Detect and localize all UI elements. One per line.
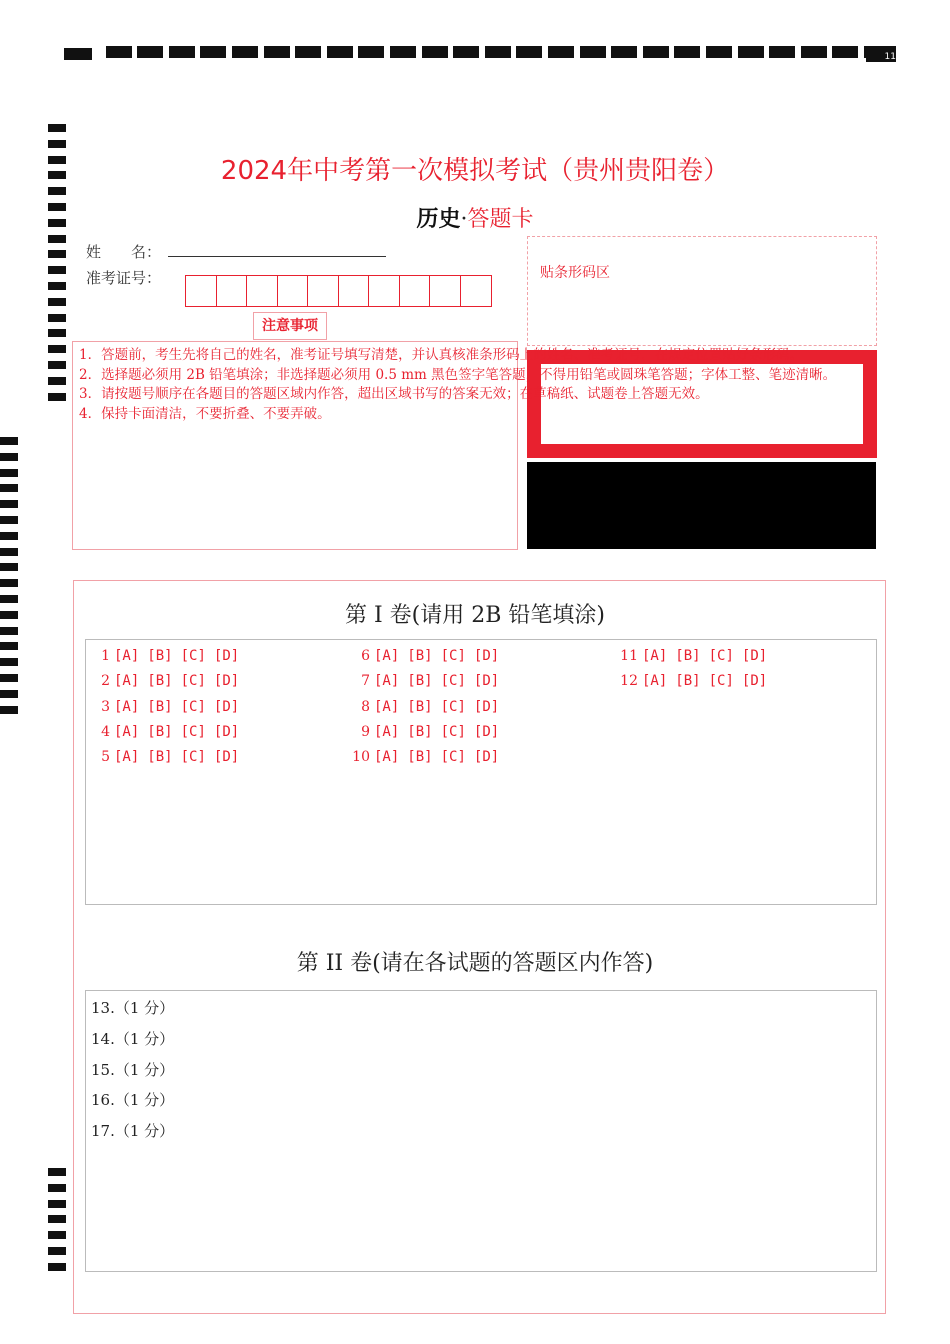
answer-bubble[interactable]: [B] — [407, 648, 433, 664]
answer-bubble[interactable]: [C] — [180, 723, 206, 740]
timing-mark — [48, 1231, 66, 1239]
essay-question-label: 15.（1 分） — [91, 1060, 175, 1079]
answer-bubble[interactable]: [C] — [708, 673, 734, 690]
exam-id-digit-box[interactable] — [247, 276, 278, 306]
timing-mark — [832, 46, 858, 58]
timing-mark — [232, 46, 258, 58]
card-label: 答题卡 — [467, 207, 534, 232]
answer-bubble[interactable]: [D] — [213, 673, 240, 690]
answer-bubble[interactable]: [C] — [440, 648, 466, 664]
timing-mark — [0, 484, 18, 492]
answer-bubble[interactable]: [B] — [147, 723, 173, 740]
section1-title: 第 I 卷(请用 2B 铅笔填涂) — [345, 603, 605, 628]
answer-bubble[interactable]: [C] — [180, 749, 206, 766]
timing-mark — [422, 46, 448, 58]
essay-answer-box[interactable] — [85, 990, 877, 1272]
question-number: 9 — [361, 723, 370, 740]
timing-mark — [48, 282, 66, 290]
timing-mark — [48, 1168, 66, 1176]
answer-bubble[interactable]: [A] — [374, 749, 400, 766]
choice-question-row — [92, 673, 247, 689]
answer-bubble[interactable]: [D] — [213, 723, 240, 740]
answer-bubble[interactable]: [A] — [114, 698, 140, 715]
exam-id-digit-box[interactable] — [308, 276, 339, 306]
answer-bubble[interactable]: [C] — [180, 698, 206, 715]
answer-bubble[interactable]: [A] — [114, 673, 140, 690]
timing-mark — [0, 516, 18, 524]
answer-bubble[interactable]: [A] — [642, 673, 668, 690]
answer-bubble[interactable]: [B] — [147, 698, 173, 715]
notice-title: 注意事项 — [253, 312, 327, 340]
answer-bubble[interactable]: [C] — [180, 673, 206, 690]
question-number: 4 — [101, 723, 110, 740]
answer-bubble[interactable]: [A] — [374, 723, 400, 740]
timing-mark — [0, 579, 18, 587]
timing-mark — [48, 314, 66, 322]
answer-bubble[interactable]: [C] — [708, 648, 734, 664]
answer-bubble[interactable]: [A] — [374, 698, 400, 715]
black-block — [527, 462, 876, 549]
answer-bubble[interactable]: [B] — [675, 648, 701, 664]
exam-id-digit-box[interactable] — [461, 276, 492, 306]
answer-bubble[interactable]: [D] — [473, 673, 500, 690]
subject-name: 历史 — [416, 206, 461, 232]
timing-mark — [0, 469, 18, 477]
answer-bubble[interactable]: [D] — [473, 749, 500, 766]
answer-bubble[interactable]: [A] — [114, 723, 140, 740]
timing-mark — [48, 393, 66, 401]
answer-bubble[interactable]: [D] — [741, 673, 768, 690]
timing-mark — [48, 1184, 66, 1192]
question-number: 8 — [361, 698, 370, 715]
timing-mark — [48, 298, 66, 306]
timing-mark — [453, 46, 479, 58]
timing-mark — [48, 345, 66, 353]
timing-mark — [390, 46, 416, 58]
essay-question-label: 17.（1 分） — [91, 1122, 175, 1141]
name-field[interactable] — [168, 256, 386, 257]
choice-question-row — [92, 648, 247, 664]
answer-bubble[interactable]: [C] — [440, 698, 466, 715]
answer-bubble[interactable]: [D] — [213, 648, 240, 664]
timing-mark — [48, 124, 66, 132]
notice-list — [79, 346, 950, 424]
answer-bubble[interactable]: [D] — [213, 698, 240, 715]
exam-id-label: 准考证号： — [86, 269, 162, 287]
timing-mark — [48, 1215, 66, 1223]
card-title — [0, 202, 950, 233]
timing-mark — [48, 187, 66, 195]
timing-mark — [0, 690, 18, 698]
answer-bubble[interactable]: [B] — [407, 698, 433, 715]
title-separator: · — [460, 207, 468, 232]
choice-question-row — [352, 749, 507, 765]
choice-question-row — [352, 673, 507, 689]
answer-bubble[interactable]: [B] — [675, 673, 701, 690]
timing-mark — [48, 329, 66, 337]
answer-bubble[interactable]: [C] — [180, 648, 206, 664]
notice-item: 3．请按题号顺序在各题目的答题区域内作答，超出区域书写的答案无效；在草稿纸、试题卷上答题无效。 — [79, 386, 709, 402]
timing-mark — [48, 235, 66, 243]
choice-question-row — [620, 648, 775, 664]
timing-mark — [801, 46, 827, 58]
question-number: 7 — [361, 673, 370, 690]
timing-mark — [0, 532, 18, 540]
barcode-label: 贴条形码区 — [540, 265, 610, 281]
answer-bubble[interactable]: [B] — [407, 673, 433, 690]
timing-mark — [0, 437, 18, 445]
exam-id-digit-box[interactable] — [217, 276, 248, 306]
timing-mark — [137, 46, 163, 58]
timing-mark — [0, 674, 18, 682]
timing-mark — [48, 140, 66, 148]
name-label: 姓 名： — [86, 243, 162, 261]
exam-id-boxes[interactable] — [185, 275, 492, 307]
answer-bubble[interactable]: [A] — [374, 673, 400, 690]
exam-id-digit-box[interactable] — [339, 276, 370, 306]
exam-id-digit-box[interactable] — [430, 276, 461, 306]
question-number: 5 — [101, 749, 110, 766]
timing-mark — [0, 500, 18, 508]
barcode-area — [527, 236, 877, 346]
notice-item: 4．保持卡面清洁，不要折叠、不要弄破。 — [79, 405, 331, 422]
timing-mark — [358, 46, 384, 58]
answer-bubble[interactable]: [B] — [147, 749, 173, 766]
timing-mark — [0, 453, 18, 461]
answer-bubble[interactable]: [D] — [473, 698, 500, 715]
timing-mark — [295, 46, 321, 58]
essay-question-label: 14.（1 分） — [91, 1029, 175, 1048]
timing-mark — [674, 46, 700, 58]
answer-bubble[interactable]: [D] — [213, 749, 240, 766]
answer-bubble[interactable]: [C] — [440, 673, 466, 690]
choice-question-row — [92, 699, 247, 715]
answer-bubble[interactable]: [B] — [147, 673, 173, 690]
exam-id-digit-box[interactable] — [400, 276, 431, 306]
notice-item: 2．选择题必须用 2B 铅笔填涂；非选择题必须用 0.5 mm 黑色签字笔答题，不得用铅笔或圆珠笔答题；字体工整、笔迹清晰。 — [79, 366, 837, 383]
timing-mark — [48, 377, 66, 385]
answer-bubble[interactable]: [A] — [114, 749, 140, 766]
answer-bubble[interactable]: [C] — [440, 749, 466, 766]
section2-title: 第 II 卷(请在各试题的答题区内作答) — [296, 951, 654, 976]
page-number: 11 — [884, 52, 896, 62]
choice-question-row — [92, 749, 247, 765]
timing-mark — [548, 46, 574, 58]
answer-bubble[interactable]: [B] — [407, 723, 433, 740]
timing-mark — [48, 250, 66, 258]
choice-question-row — [352, 699, 507, 715]
timing-mark — [0, 642, 18, 650]
answer-bubble[interactable]: [D] — [741, 648, 768, 664]
timing-mark — [0, 658, 18, 666]
notice-item: 1．答题前，考生先将自己的姓名，准考证号填写清楚，并认真核准条形码上的姓名、准考证号，在规定位置贴好条形码。 — [79, 347, 804, 363]
timing-mark — [706, 46, 732, 58]
exam-title: 2024年中考第一次模拟考试（贵州贵阳卷） — [220, 156, 730, 186]
answer-bubble[interactable]: [A] — [114, 648, 140, 664]
timing-mark — [769, 46, 795, 58]
exam-id-digit-box[interactable] — [369, 276, 400, 306]
question-number: 12 — [620, 673, 638, 690]
choice-question-row — [92, 724, 247, 740]
timing-mark — [264, 46, 290, 58]
timing-mark — [0, 548, 18, 556]
timing-mark — [64, 48, 92, 60]
question-number: 10 — [352, 749, 370, 766]
timing-mark — [106, 46, 132, 58]
top-timing-marks — [64, 46, 896, 62]
timing-mark — [643, 46, 669, 58]
timing-mark — [48, 1247, 66, 1255]
page-number-mark — [866, 46, 896, 62]
timing-mark — [48, 1263, 66, 1271]
timing-mark — [516, 46, 542, 58]
question-number: 11 — [620, 648, 638, 664]
timing-mark — [0, 563, 18, 571]
choice-question-row — [352, 724, 507, 740]
timing-mark — [200, 46, 226, 58]
timing-mark — [48, 1200, 66, 1208]
answer-bubble[interactable]: [B] — [407, 749, 433, 766]
exam-id-digit-box[interactable] — [186, 276, 217, 306]
timing-mark — [48, 361, 66, 369]
timing-mark — [48, 266, 66, 274]
answer-bubble[interactable]: [D] — [473, 648, 500, 664]
timing-mark — [0, 706, 18, 714]
timing-mark — [611, 46, 637, 58]
choice-question-row — [352, 648, 507, 664]
choice-question-row — [620, 673, 775, 689]
timing-mark — [485, 46, 511, 58]
timing-mark — [580, 46, 606, 58]
question-number: 3 — [101, 698, 110, 715]
answer-bubble[interactable]: [A] — [642, 648, 668, 664]
question-number: 1 — [101, 648, 110, 664]
answer-bubble[interactable]: [D] — [473, 723, 500, 740]
answer-bubble[interactable]: [C] — [440, 723, 466, 740]
question-number: 6 — [361, 648, 370, 664]
answer-bubble[interactable]: [B] — [147, 648, 173, 664]
timing-mark — [169, 46, 195, 58]
essay-question-label: 13.（1 分） — [91, 999, 175, 1017]
question-number: 2 — [101, 673, 110, 690]
essay-question-label: 16.（1 分） — [91, 1091, 175, 1110]
timing-mark — [327, 46, 353, 58]
exam-id-digit-box[interactable] — [278, 276, 309, 306]
timing-mark — [738, 46, 764, 58]
answer-bubble[interactable]: [A] — [374, 648, 400, 664]
